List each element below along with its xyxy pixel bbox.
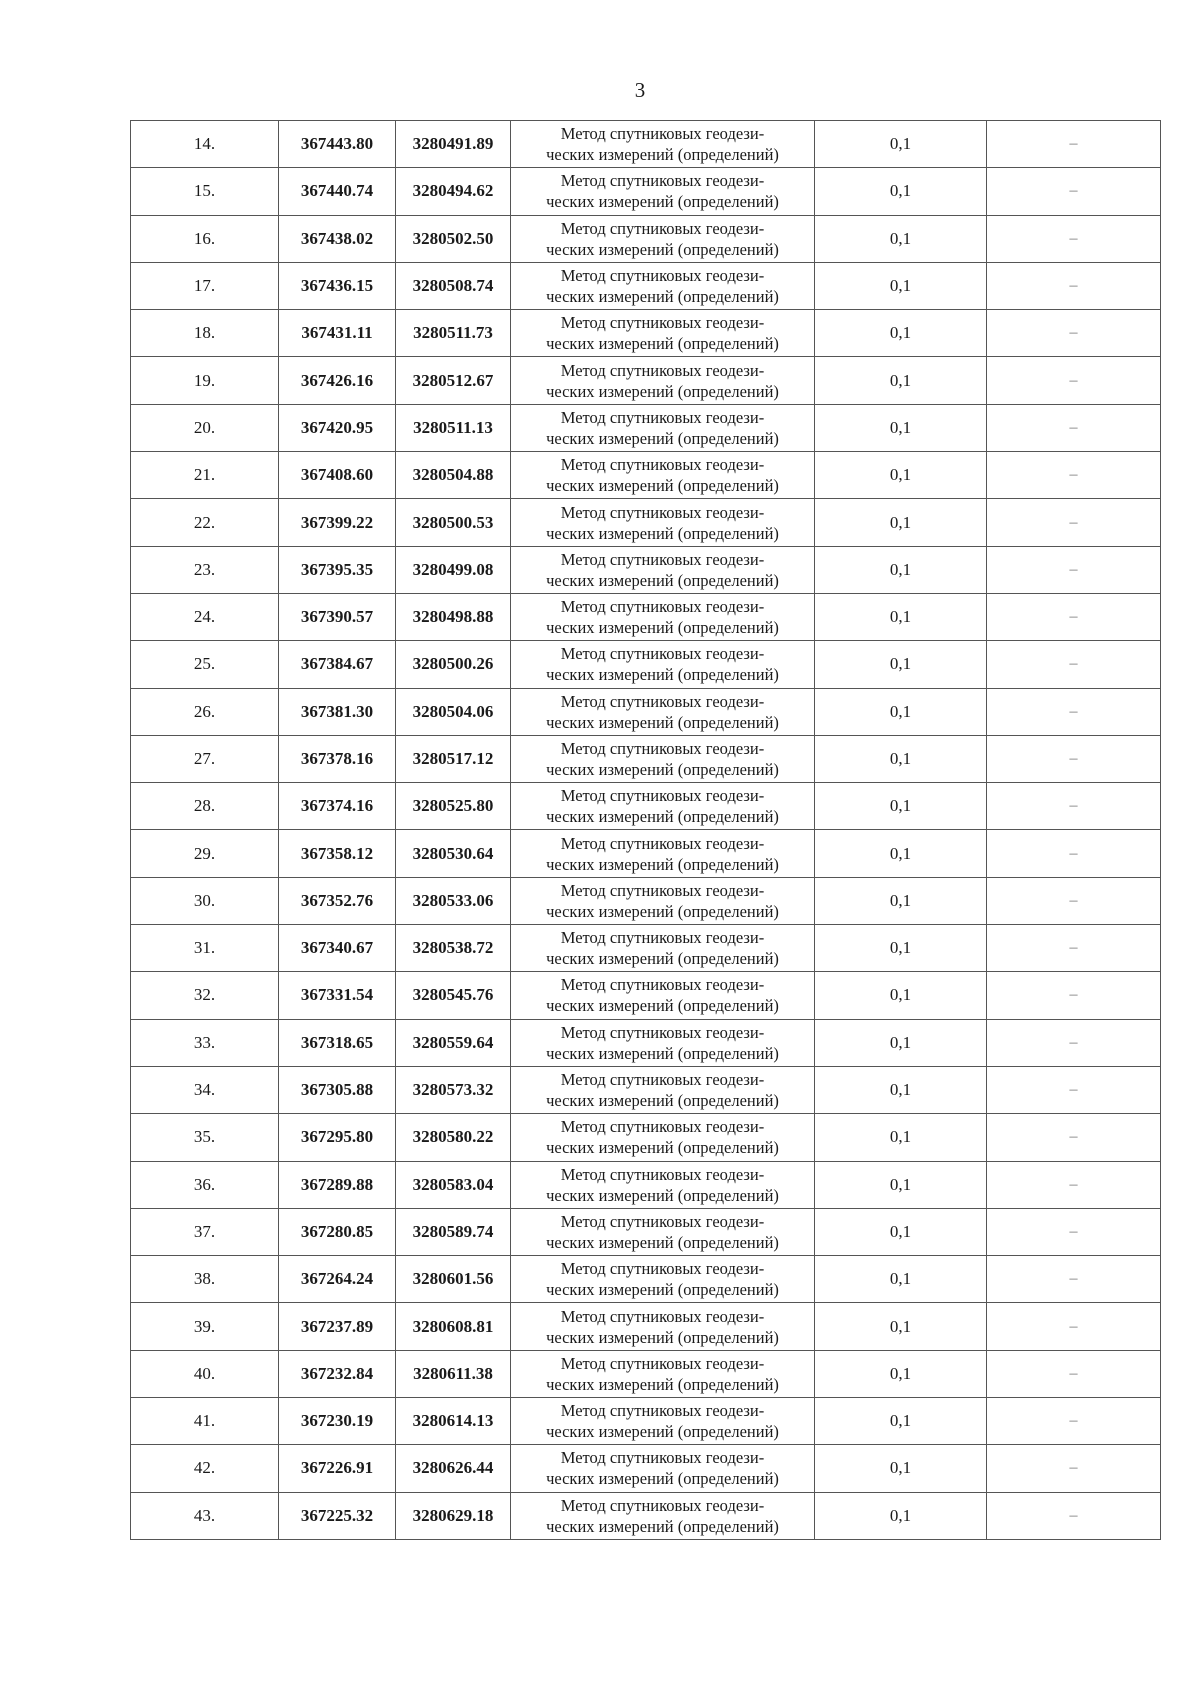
x-coordinate-cell: 367264.24 xyxy=(279,1256,396,1303)
description-cell: – xyxy=(987,783,1161,830)
y-coordinate-cell: 3280601.56 xyxy=(396,1256,511,1303)
x-coordinate-cell: 367408.60 xyxy=(279,452,396,499)
point-number-cell: 20. xyxy=(131,404,279,451)
point-number-cell: 19. xyxy=(131,357,279,404)
accuracy-cell: 0,1 xyxy=(815,499,987,546)
point-number-cell: 43. xyxy=(131,1492,279,1539)
x-coordinate-cell: 367289.88 xyxy=(279,1161,396,1208)
description-cell: – xyxy=(987,452,1161,499)
y-coordinate-cell: 3280545.76 xyxy=(396,972,511,1019)
method-cell xyxy=(511,925,815,972)
method-line-2: ческих измерений (определений) xyxy=(546,1043,779,1063)
method-cell xyxy=(511,546,815,593)
point-number-cell: 37. xyxy=(131,1208,279,1255)
y-coordinate-cell: 3280583.04 xyxy=(396,1161,511,1208)
accuracy-cell: 0,1 xyxy=(815,1303,987,1350)
method-line-1: Метод спутниковых геодези- xyxy=(560,880,765,900)
table-row xyxy=(131,1350,1161,1397)
method-cell xyxy=(511,783,815,830)
table-row xyxy=(131,1114,1161,1161)
point-number-cell: 30. xyxy=(131,877,279,924)
x-coordinate-cell: 367443.80 xyxy=(279,121,396,168)
point-number-cell: 16. xyxy=(131,215,279,262)
point-number-cell: 38. xyxy=(131,1256,279,1303)
table-row xyxy=(131,357,1161,404)
method-line-2: ческих измерений (определений) xyxy=(546,1327,779,1347)
accuracy-cell: 0,1 xyxy=(815,121,987,168)
y-coordinate-cell: 3280498.88 xyxy=(396,593,511,640)
x-coordinate-cell: 367226.91 xyxy=(279,1445,396,1492)
y-coordinate-cell: 3280559.64 xyxy=(396,1019,511,1066)
point-number-cell: 35. xyxy=(131,1114,279,1161)
description-cell: – xyxy=(987,1350,1161,1397)
accuracy-cell: 0,1 xyxy=(815,404,987,451)
y-coordinate-cell: 3280512.67 xyxy=(396,357,511,404)
accuracy-cell: 0,1 xyxy=(815,1066,987,1113)
table-row xyxy=(131,688,1161,735)
description-cell: – xyxy=(987,1161,1161,1208)
method-cell xyxy=(511,1161,815,1208)
table-row xyxy=(131,877,1161,924)
x-coordinate-cell: 367426.16 xyxy=(279,357,396,404)
accuracy-cell: 0,1 xyxy=(815,452,987,499)
y-coordinate-cell: 3280504.06 xyxy=(396,688,511,735)
method-line-2: ческих измерений (определений) xyxy=(546,901,779,921)
y-coordinate-cell: 3280500.53 xyxy=(396,499,511,546)
method-line-1: Метод спутниковых геодези- xyxy=(560,1022,765,1042)
y-coordinate-cell: 3280611.38 xyxy=(396,1350,511,1397)
table-row xyxy=(131,499,1161,546)
method-line-1: Метод спутниковых геодези- xyxy=(560,1117,765,1137)
x-coordinate-cell: 367230.19 xyxy=(279,1398,396,1445)
coordinates-table-body xyxy=(131,121,1161,1540)
method-line-2: ческих измерений (определений) xyxy=(546,476,779,496)
description-cell: – xyxy=(987,168,1161,215)
y-coordinate-cell: 3280538.72 xyxy=(396,925,511,972)
description-cell: – xyxy=(987,357,1161,404)
method-cell xyxy=(511,1303,815,1350)
point-number-cell: 23. xyxy=(131,546,279,593)
point-number-cell: 14. xyxy=(131,121,279,168)
method-cell xyxy=(511,830,815,877)
method-cell xyxy=(511,499,815,546)
method-line-2: ческих измерений (определений) xyxy=(546,192,779,212)
method-line-2: ческих измерений (определений) xyxy=(546,996,779,1016)
accuracy-cell: 0,1 xyxy=(815,1019,987,1066)
point-number-cell: 18. xyxy=(131,310,279,357)
method-line-1: Метод спутниковых геодези- xyxy=(560,833,765,853)
method-line-1: Метод спутниковых геодези- xyxy=(560,739,765,758)
method-line-1: Метод спутниковых геодези- xyxy=(560,644,765,664)
method-line-1: Метод спутниковых геодези- xyxy=(560,360,765,380)
table-row xyxy=(131,972,1161,1019)
method-line-2: ческих измерений (определений) xyxy=(546,523,779,543)
table-row xyxy=(131,452,1161,499)
method-line-1: Метод спутниковых геодези- xyxy=(560,124,765,144)
method-line-2: ческих измерений (определений) xyxy=(546,1185,779,1205)
table-row xyxy=(131,925,1161,972)
description-cell: – xyxy=(987,404,1161,451)
accuracy-cell: 0,1 xyxy=(815,546,987,593)
point-number-cell: 42. xyxy=(131,1445,279,1492)
point-number-cell: 39. xyxy=(131,1303,279,1350)
method-line-2: ческих измерений (определений) xyxy=(546,1469,779,1489)
method-cell xyxy=(511,452,815,499)
method-line-2: ческих измерений (определений) xyxy=(546,1516,779,1536)
method-line-2: ческих измерений (определений) xyxy=(546,334,779,354)
y-coordinate-cell: 3280589.74 xyxy=(396,1208,511,1255)
method-line-1: Метод спутниковых геодези- xyxy=(560,786,765,806)
x-coordinate-cell: 367305.88 xyxy=(279,1066,396,1113)
accuracy-cell: 0,1 xyxy=(815,877,987,924)
description-cell: – xyxy=(987,1066,1161,1113)
method-cell xyxy=(511,404,815,451)
method-line-2: ческих измерений (определений) xyxy=(546,854,779,874)
x-coordinate-cell: 367420.95 xyxy=(279,404,396,451)
coordinates-table xyxy=(130,120,1161,1540)
table-row xyxy=(131,1161,1161,1208)
description-cell: – xyxy=(987,1303,1161,1350)
method-cell xyxy=(511,262,815,309)
accuracy-cell: 0,1 xyxy=(815,641,987,688)
point-number-cell: 29. xyxy=(131,830,279,877)
method-cell xyxy=(511,310,815,357)
method-line-2: ческих измерений (определений) xyxy=(546,1422,779,1442)
method-line-2: ческих измерений (определений) xyxy=(546,1232,779,1252)
accuracy-cell: 0,1 xyxy=(815,1208,987,1255)
y-coordinate-cell: 3280511.73 xyxy=(396,310,511,357)
x-coordinate-cell: 367340.67 xyxy=(279,925,396,972)
method-cell xyxy=(511,972,815,1019)
accuracy-cell: 0,1 xyxy=(815,1256,987,1303)
point-number-cell: 33. xyxy=(131,1019,279,1066)
method-line-1: Метод спутниковых геодези- xyxy=(560,549,765,569)
y-coordinate-cell: 3280494.62 xyxy=(396,168,511,215)
table-row xyxy=(131,168,1161,215)
method-line-1: Метод спутниковых геодези- xyxy=(560,171,765,191)
accuracy-cell: 0,1 xyxy=(815,1445,987,1492)
x-coordinate-cell: 367384.67 xyxy=(279,641,396,688)
table-row xyxy=(131,1303,1161,1350)
table-row xyxy=(131,121,1161,168)
method-cell xyxy=(511,121,815,168)
method-line-2: ческих измерений (определений) xyxy=(546,618,779,638)
point-number-cell: 21. xyxy=(131,452,279,499)
y-coordinate-cell: 3280511.13 xyxy=(396,404,511,451)
description-cell: – xyxy=(987,735,1161,782)
description-cell: – xyxy=(987,1445,1161,1492)
method-cell xyxy=(511,1256,815,1303)
method-line-2: ческих измерений (определений) xyxy=(546,1374,779,1394)
point-number-cell: 26. xyxy=(131,688,279,735)
y-coordinate-cell: 3280517.12 xyxy=(396,735,511,782)
method-line-1: Метод спутниковых геодези- xyxy=(560,1401,765,1421)
method-line-2: ческих измерений (определений) xyxy=(546,239,779,259)
accuracy-cell: 0,1 xyxy=(815,310,987,357)
description-cell: – xyxy=(987,877,1161,924)
method-line-1: Метод спутниковых геодези- xyxy=(560,928,765,948)
point-number-cell: 32. xyxy=(131,972,279,1019)
table-row xyxy=(131,783,1161,830)
method-line-2: ческих измерений (определений) xyxy=(546,760,779,779)
description-cell: – xyxy=(987,593,1161,640)
description-cell: – xyxy=(987,310,1161,357)
x-coordinate-cell: 367440.74 xyxy=(279,168,396,215)
method-line-2: ческих измерений (определений) xyxy=(546,949,779,969)
point-number-cell: 24. xyxy=(131,593,279,640)
point-number-cell: 27. xyxy=(131,735,279,782)
method-line-1: Метод спутниковых геодези- xyxy=(560,975,765,995)
method-cell xyxy=(511,1208,815,1255)
method-line-1: Метод спутниковых геодези- xyxy=(560,455,765,475)
y-coordinate-cell: 3280530.64 xyxy=(396,830,511,877)
description-cell: – xyxy=(987,925,1161,972)
method-line-1: Метод спутниковых геодези- xyxy=(560,266,765,286)
y-coordinate-cell: 3280626.44 xyxy=(396,1445,511,1492)
table-row xyxy=(131,1066,1161,1113)
description-cell: – xyxy=(987,121,1161,168)
y-coordinate-cell: 3280508.74 xyxy=(396,262,511,309)
method-line-1: Метод спутниковых геодези- xyxy=(560,1164,765,1184)
table-row xyxy=(131,830,1161,877)
method-line-1: Метод спутниковых геодези- xyxy=(560,1211,765,1231)
method-line-2: ческих измерений (определений) xyxy=(546,287,779,307)
table-row xyxy=(131,1019,1161,1066)
description-cell: – xyxy=(987,688,1161,735)
method-line-1: Метод спутниковых геодези- xyxy=(560,1259,765,1279)
y-coordinate-cell: 3280500.26 xyxy=(396,641,511,688)
table-row xyxy=(131,215,1161,262)
method-cell xyxy=(511,1398,815,1445)
description-cell: – xyxy=(987,830,1161,877)
accuracy-cell: 0,1 xyxy=(815,168,987,215)
method-line-2: ческих измерений (определений) xyxy=(546,1138,779,1158)
x-coordinate-cell: 367438.02 xyxy=(279,215,396,262)
method-line-2: ческих измерений (определений) xyxy=(546,665,779,685)
x-coordinate-cell: 367237.89 xyxy=(279,1303,396,1350)
x-coordinate-cell: 367318.65 xyxy=(279,1019,396,1066)
method-cell xyxy=(511,357,815,404)
point-number-cell: 34. xyxy=(131,1066,279,1113)
table-row xyxy=(131,310,1161,357)
point-number-cell: 28. xyxy=(131,783,279,830)
method-line-1: Метод спутниковых геодези- xyxy=(560,1495,765,1515)
method-cell xyxy=(511,215,815,262)
accuracy-cell: 0,1 xyxy=(815,215,987,262)
table-row xyxy=(131,262,1161,309)
table-row xyxy=(131,593,1161,640)
table-row xyxy=(131,1208,1161,1255)
x-coordinate-cell: 367436.15 xyxy=(279,262,396,309)
method-line-1: Метод спутниковых геодези- xyxy=(560,407,765,427)
point-number-cell: 36. xyxy=(131,1161,279,1208)
method-line-1: Метод спутниковых геодези- xyxy=(560,1306,765,1326)
y-coordinate-cell: 3280608.81 xyxy=(396,1303,511,1350)
accuracy-cell: 0,1 xyxy=(815,1114,987,1161)
method-cell xyxy=(511,688,815,735)
y-coordinate-cell: 3280580.22 xyxy=(396,1114,511,1161)
description-cell: – xyxy=(987,215,1161,262)
method-line-1: Метод спутниковых геодези- xyxy=(560,1448,765,1468)
accuracy-cell: 0,1 xyxy=(815,1350,987,1397)
accuracy-cell: 0,1 xyxy=(815,262,987,309)
description-cell: – xyxy=(987,499,1161,546)
method-line-2: ческих измерений (определений) xyxy=(546,145,779,165)
method-cell xyxy=(511,641,815,688)
x-coordinate-cell: 367374.16 xyxy=(279,783,396,830)
method-line-2: ческих измерений (определений) xyxy=(546,570,779,590)
accuracy-cell: 0,1 xyxy=(815,783,987,830)
method-line-2: ческих измерений (определений) xyxy=(546,1280,779,1300)
description-cell: – xyxy=(987,1208,1161,1255)
y-coordinate-cell: 3280614.13 xyxy=(396,1398,511,1445)
x-coordinate-cell: 367232.84 xyxy=(279,1350,396,1397)
method-line-2: ческих измерений (определений) xyxy=(546,381,779,401)
table-row xyxy=(131,546,1161,593)
y-coordinate-cell: 3280502.50 xyxy=(396,215,511,262)
method-line-2: ческих измерений (определений) xyxy=(546,807,779,827)
accuracy-cell: 0,1 xyxy=(815,1492,987,1539)
point-number-cell: 25. xyxy=(131,641,279,688)
point-number-cell: 41. xyxy=(131,1398,279,1445)
method-line-1: Метод спутниковых геодези- xyxy=(560,691,765,711)
y-coordinate-cell: 3280573.32 xyxy=(396,1066,511,1113)
accuracy-cell: 0,1 xyxy=(815,1161,987,1208)
x-coordinate-cell: 367352.76 xyxy=(279,877,396,924)
y-coordinate-cell: 3280504.88 xyxy=(396,452,511,499)
method-line-1: Метод спутниковых геодези- xyxy=(560,502,765,522)
method-line-2: ческих измерений (определений) xyxy=(546,1091,779,1111)
method-cell xyxy=(511,168,815,215)
table-row xyxy=(131,1256,1161,1303)
method-line-2: ческих измерений (определений) xyxy=(546,712,779,732)
accuracy-cell: 0,1 xyxy=(815,593,987,640)
accuracy-cell: 0,1 xyxy=(815,688,987,735)
accuracy-cell: 0,1 xyxy=(815,925,987,972)
table-row xyxy=(131,1445,1161,1492)
x-coordinate-cell: 367399.22 xyxy=(279,499,396,546)
point-number-cell: 17. xyxy=(131,262,279,309)
table-row xyxy=(131,1398,1161,1445)
point-number-cell: 31. xyxy=(131,925,279,972)
description-cell: – xyxy=(987,546,1161,593)
method-cell xyxy=(511,1492,815,1539)
accuracy-cell: 0,1 xyxy=(815,972,987,1019)
x-coordinate-cell: 367431.11 xyxy=(279,310,396,357)
x-coordinate-cell: 367295.80 xyxy=(279,1114,396,1161)
description-cell: – xyxy=(987,641,1161,688)
description-cell: – xyxy=(987,1019,1161,1066)
method-cell xyxy=(511,1066,815,1113)
x-coordinate-cell: 367390.57 xyxy=(279,593,396,640)
method-line-2: ческих измерений (определений) xyxy=(546,428,779,448)
table-row xyxy=(131,735,1161,782)
table-row xyxy=(131,404,1161,451)
description-cell: – xyxy=(987,262,1161,309)
x-coordinate-cell: 367378.16 xyxy=(279,735,396,782)
description-cell: – xyxy=(987,1398,1161,1445)
accuracy-cell: 0,1 xyxy=(815,735,987,782)
method-cell xyxy=(511,1350,815,1397)
point-number-cell: 15. xyxy=(131,168,279,215)
description-cell: – xyxy=(987,972,1161,1019)
method-cell xyxy=(511,1114,815,1161)
y-coordinate-cell: 3280533.06 xyxy=(396,877,511,924)
description-cell: – xyxy=(987,1256,1161,1303)
method-cell xyxy=(511,877,815,924)
x-coordinate-cell: 367331.54 xyxy=(279,972,396,1019)
method-line-1: Метод спутниковых геодези- xyxy=(560,1070,765,1090)
method-line-1: Метод спутниковых геодези- xyxy=(560,313,765,333)
accuracy-cell: 0,1 xyxy=(815,830,987,877)
x-coordinate-cell: 367395.35 xyxy=(279,546,396,593)
x-coordinate-cell: 367381.30 xyxy=(279,688,396,735)
point-number-cell: 40. xyxy=(131,1350,279,1397)
y-coordinate-cell: 3280491.89 xyxy=(396,121,511,168)
table-row xyxy=(131,641,1161,688)
description-cell: – xyxy=(987,1114,1161,1161)
method-line-1: Метод спутниковых геодези- xyxy=(560,597,765,617)
method-line-1: Метод спутниковых геодези- xyxy=(560,1353,765,1373)
y-coordinate-cell: 3280525.80 xyxy=(396,783,511,830)
table-row xyxy=(131,1492,1161,1539)
accuracy-cell: 0,1 xyxy=(815,357,987,404)
x-coordinate-cell: 367225.32 xyxy=(279,1492,396,1539)
method-cell xyxy=(511,1445,815,1492)
y-coordinate-cell: 3280629.18 xyxy=(396,1492,511,1539)
method-cell xyxy=(511,1019,815,1066)
y-coordinate-cell: 3280499.08 xyxy=(396,546,511,593)
x-coordinate-cell: 367280.85 xyxy=(279,1208,396,1255)
page-number: 3 xyxy=(634,78,646,102)
method-line-1: Метод спутниковых геодези- xyxy=(560,218,765,238)
description-cell: – xyxy=(987,1492,1161,1539)
x-coordinate-cell: 367358.12 xyxy=(279,830,396,877)
method-cell xyxy=(511,593,815,640)
accuracy-cell: 0,1 xyxy=(815,1398,987,1445)
point-number-cell: 22. xyxy=(131,499,279,546)
method-cell xyxy=(511,735,815,782)
